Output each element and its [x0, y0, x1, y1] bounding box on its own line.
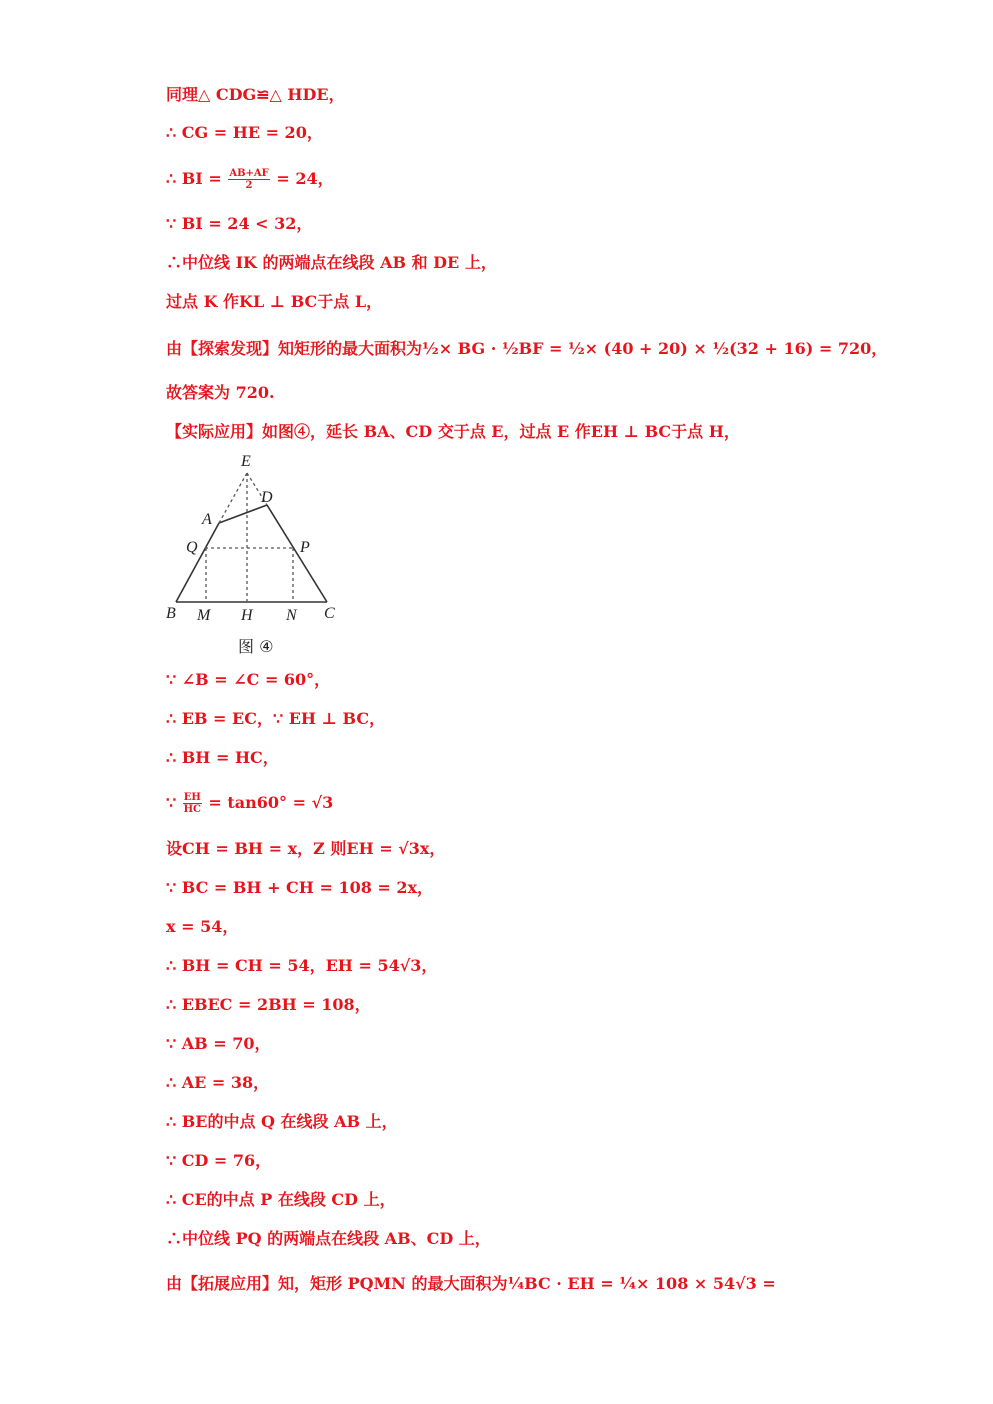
text-line: 同理△ CDG≌△ HDE， — [166, 85, 345, 104]
text-line: ∴ EBEC = 2BH = 108， — [166, 995, 371, 1014]
fraction-numerator: EH — [183, 792, 201, 803]
text-line: ∴ BE的中点 Q 在线段 AB 上， — [166, 1112, 398, 1131]
text-line-fraction — [166, 168, 334, 191]
text-line: ∴ AE = 38， — [166, 1073, 270, 1092]
text-line: 过点 K 作KL ⊥ BC于点 L， — [166, 292, 383, 311]
text-line: ∵ CD = 76， — [166, 1151, 272, 1170]
fraction-denominator: 2 — [245, 180, 253, 191]
geometry-figure-4 — [160, 445, 350, 660]
text-line: ∴ BH = HC， — [166, 748, 279, 767]
text-line: 【实际应用】如图④，延长 BA、CD 交于点 E，过点 E 作EH ⊥ BC于点 H， — [166, 422, 740, 441]
label-C: C — [324, 605, 335, 622]
fraction — [183, 792, 202, 815]
text-line: ∴ CE的中点 P 在线段 CD 上， — [166, 1190, 396, 1209]
label-M: M — [197, 607, 211, 624]
label-E: E — [241, 453, 251, 470]
fraction — [228, 168, 269, 191]
fraction-denominator: HC — [183, 804, 201, 815]
text-segment: = tan60° = √3 — [202, 793, 334, 812]
label-P: P — [300, 539, 310, 556]
text-line: ∴中位线 PQ 的两端点在线段 AB、CD 上， — [166, 1229, 491, 1248]
text-line-fraction — [166, 792, 333, 815]
text-line: ∵ ∠B = ∠C = 60°， — [166, 670, 331, 689]
text-line: 设CH = BH = x，Z 则EH = √3x， — [166, 839, 446, 858]
text-line: 由【探索发现】知矩形的最大面积为½× BG · ½BF = ½× (40 + 20) × ½(32 + 16) = 720， — [166, 339, 888, 358]
label-B: B — [166, 605, 176, 622]
text-line: x = 54， — [166, 917, 239, 936]
text-segment: = 24， — [270, 169, 334, 188]
text-segment: ∴ BI = — [166, 169, 228, 188]
fraction-numerator: AB+AF — [229, 168, 269, 179]
figure-caption: 图 ④ — [238, 637, 274, 656]
label-D: D — [261, 489, 273, 506]
label-A: A — [202, 511, 212, 528]
text-line: 由【拓展应用】知，矩形 PQMN 的最大面积为¼BC · EH = ¼× 108 × 54√3 = — [166, 1274, 776, 1293]
text-line: ∴中位线 IK 的两端点在线段 AB 和 DE 上， — [166, 253, 497, 272]
label-N: N — [286, 607, 297, 624]
text-line: ∴ CG = HE = 20， — [166, 123, 323, 142]
label-Q: Q — [186, 539, 198, 556]
text-line: 故答案为 720. — [166, 383, 275, 402]
label-H: H — [241, 607, 253, 624]
text-line: ∴ EB = EC，∵ EH ⊥ BC， — [166, 709, 386, 728]
text-line: ∵ AB = 70， — [166, 1034, 271, 1053]
text-line: ∴ BH = CH = 54，EH = 54√3， — [166, 956, 438, 975]
text-line: ∵ BI = 24 < 32， — [166, 214, 313, 233]
text-line: ∵ BC = BH + CH = 108 = 2x， — [166, 878, 434, 897]
text-segment: ∵ — [166, 793, 182, 812]
